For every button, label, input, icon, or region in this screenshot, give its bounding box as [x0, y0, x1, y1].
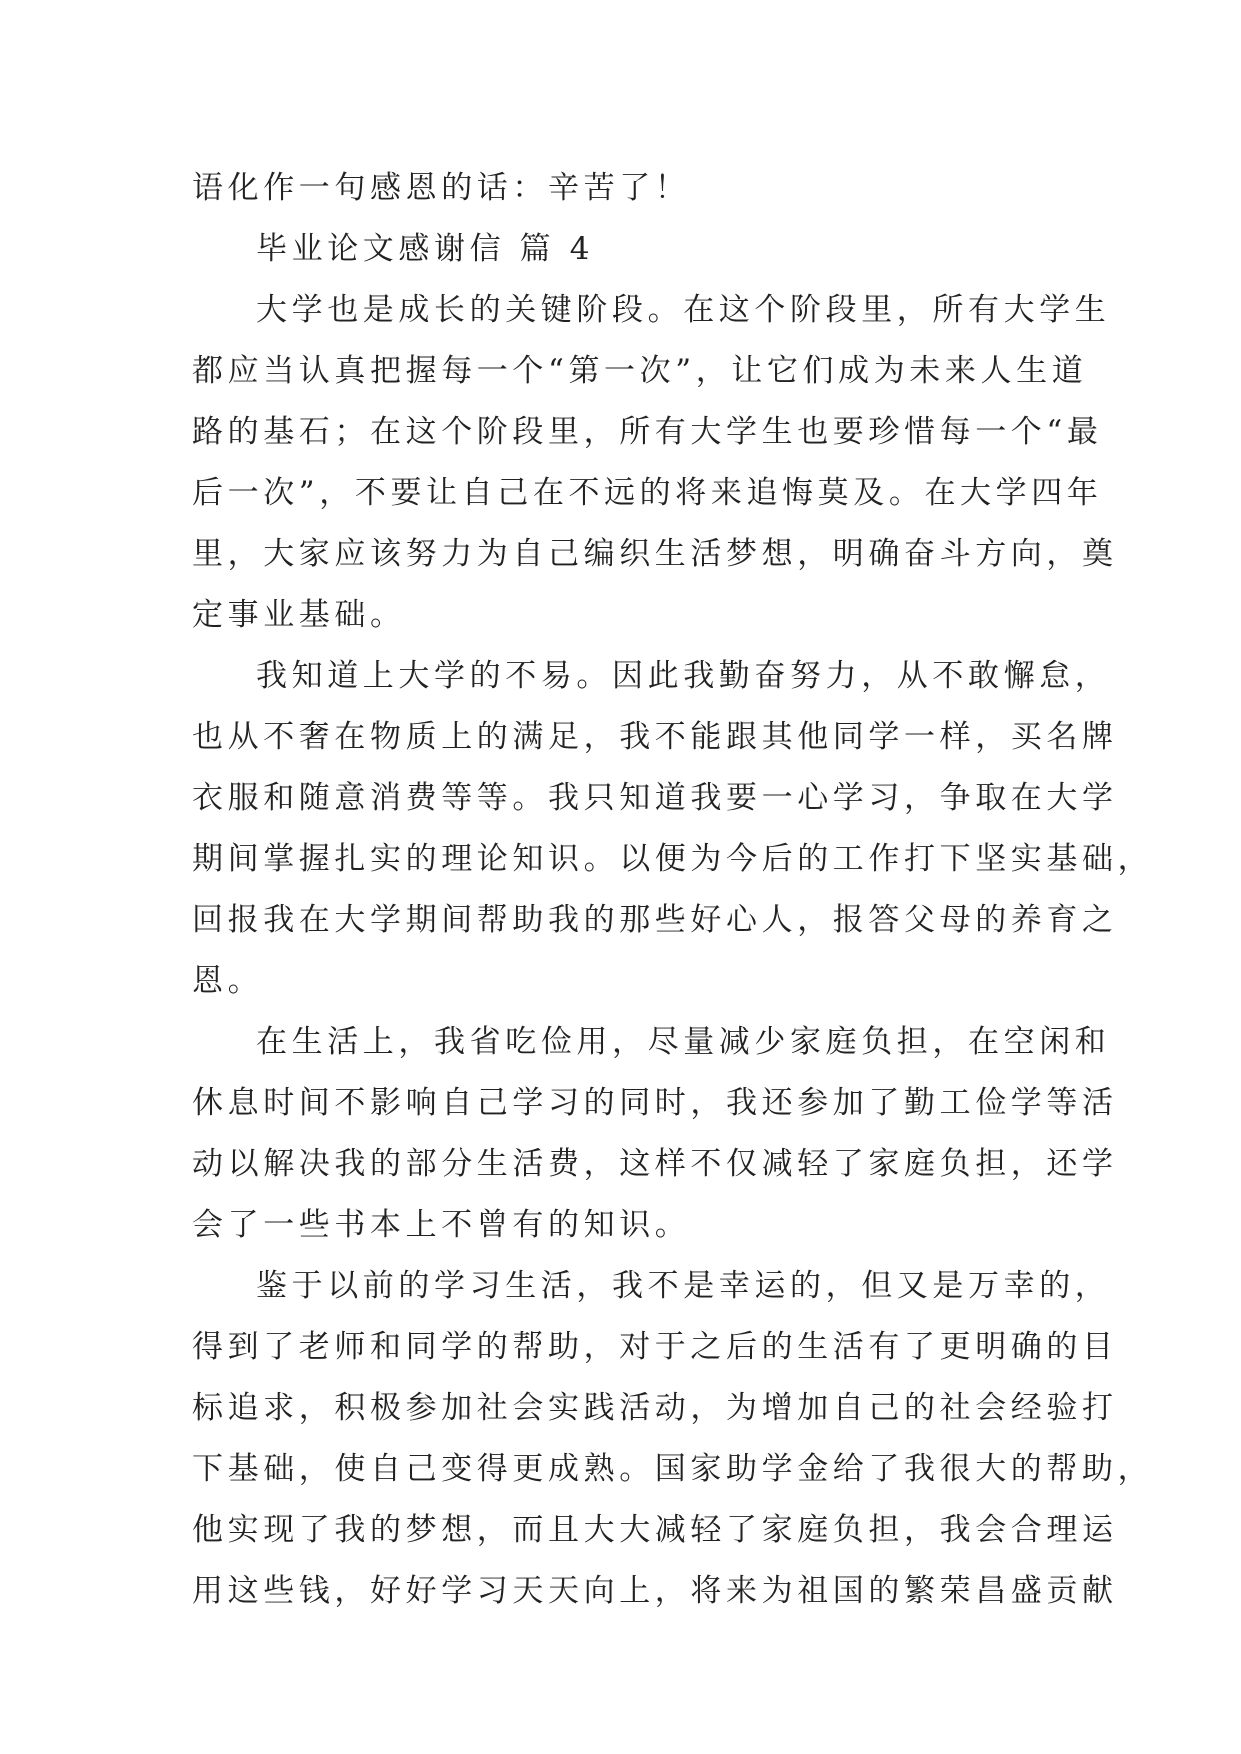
- text-line: 语化作一句感恩的话：辛苦了！: [192, 170, 691, 206]
- text-line: 动以解决我的部分生活费，这样不仅减轻了家庭负担，还学: [192, 1146, 1118, 1182]
- document-body: [192, 158, 1154, 1622]
- text-line: 鉴于以前的学习生活，我不是幸运的，但又是万幸的，: [256, 1268, 1111, 1304]
- text-line: 我知道上大学的不易。因此我勤奋努力，从不敢懈怠，: [256, 658, 1111, 694]
- text-line: 用这些钱，好好学习天天向上，将来为祖国的繁荣昌盛贡献: [192, 1573, 1118, 1609]
- text-line: 得到了老师和同学的帮助，对于之后的生活有了更明确的目: [192, 1329, 1118, 1365]
- text-line: 会了一些书本上不曾有的知识。: [192, 1207, 691, 1243]
- text-line: 下基础，使自己变得更成熟。国家助学金给了我很大的帮助，: [192, 1451, 1154, 1487]
- text-line: 定事业基础。: [192, 597, 406, 633]
- text-line: 标追求，积极参加社会实践活动，为增加自己的社会经验打: [192, 1390, 1118, 1426]
- text-line: 恩。: [192, 963, 264, 999]
- text-line: 衣服和随意消费等等。我只知道我要一心学习，争取在大学: [192, 780, 1118, 816]
- text-line: 期间掌握扎实的理论知识。以便为今后的工作打下坚实基础，: [192, 841, 1154, 877]
- text-line: 路的基石；在这个阶段里，所有大学生也要珍惜每一个“最: [192, 414, 1103, 450]
- text-line: 回报我在大学期间帮助我的那些好心人，报答父母的养育之: [192, 902, 1118, 938]
- text-line: 在生活上，我省吃俭用，尽量减少家庭负担，在空闲和: [256, 1024, 1111, 1060]
- text-line: 都应当认真把握每一个“第一次”，让它们成为未来人生道: [192, 353, 1088, 389]
- section-heading: 毕业论文感谢信 篇 4: [256, 231, 595, 267]
- text-line: 里，大家应该努力为自己编织生活梦想，明确奋斗方向，奠: [192, 536, 1118, 572]
- text-line: 也从不奢在物质上的满足，我不能跟其他同学一样，买名牌: [192, 719, 1118, 755]
- text-line: 休息时间不影响自己学习的同时，我还参加了勤工俭学等活: [192, 1085, 1118, 1121]
- text-line: 他实现了我的梦想，而且大大减轻了家庭负担，我会合理运: [192, 1512, 1118, 1548]
- text-line: 大学也是成长的关键阶段。在这个阶段里，所有大学生: [256, 292, 1111, 328]
- text-line: 后一次”，不要让自己在不远的将来追悔莫及。在大学四年: [192, 475, 1103, 511]
